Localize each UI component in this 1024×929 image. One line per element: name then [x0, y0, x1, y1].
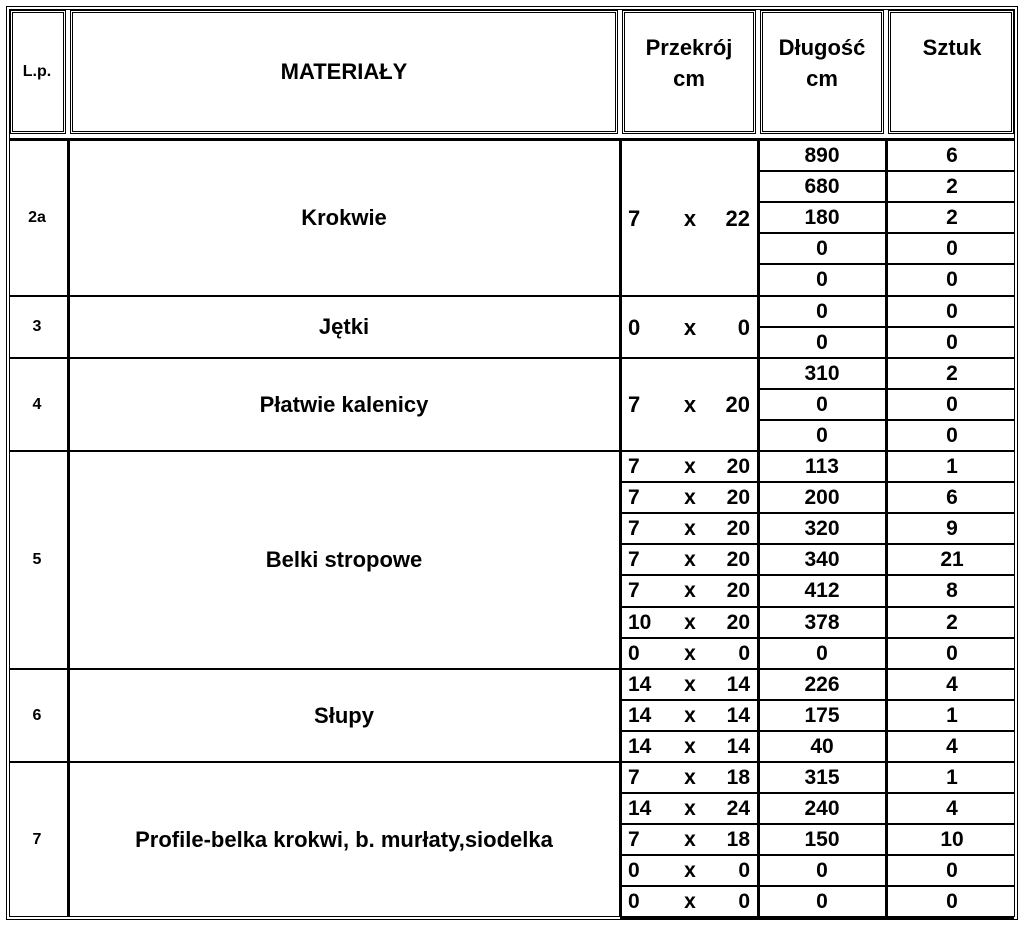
count-cell: 0 [946, 890, 958, 914]
count-cell: 4 [946, 797, 958, 821]
count-cell: 0 [946, 392, 958, 416]
length-cell: 0 [816, 859, 828, 883]
section-a: 7 [628, 579, 640, 603]
section-x: x [683, 392, 697, 418]
length-cell: 0 [816, 641, 828, 665]
lp-cell: 7 [32, 831, 42, 849]
material-name: Jętki [318, 314, 370, 340]
count-cell: 1 [946, 703, 958, 727]
section-x: x [684, 455, 696, 478]
section-merged [620, 140, 758, 296]
count-cell: 0 [946, 423, 958, 447]
section-x: x [684, 641, 696, 665]
lp-cell: 2a [28, 209, 46, 227]
count-cell: 0 [946, 641, 958, 665]
length-cell: 175 [804, 703, 840, 727]
section-a: 7 [628, 455, 640, 478]
count-cell: 8 [946, 579, 958, 603]
lp-cell: 6 [32, 706, 42, 724]
section-x: x [684, 734, 696, 758]
section-a: 0 [628, 859, 640, 883]
length-cell: 320 [804, 517, 840, 541]
section-b: 14 [726, 703, 750, 727]
length-cell: 0 [816, 392, 828, 416]
length-cell: 113 [805, 455, 839, 478]
count-cell: 9 [946, 517, 958, 541]
section-b: 20 [726, 455, 750, 478]
count-cell: 6 [946, 144, 958, 167]
length-cell: 412 [804, 579, 840, 603]
length-cell: 180 [804, 206, 840, 230]
section-x: x [684, 486, 696, 510]
table-row [620, 669, 1018, 700]
section-x: x [684, 859, 696, 883]
section-b: 18 [726, 828, 750, 852]
table-row [620, 700, 1018, 731]
section-x: x [684, 610, 696, 634]
section-a: 7 [628, 392, 641, 418]
section-a: 7 [628, 517, 640, 541]
section-a: 7 [628, 205, 641, 231]
count-cell: 6 [946, 486, 958, 510]
length-cell: 240 [804, 797, 840, 821]
header-length [758, 32, 886, 94]
table-row [620, 824, 1018, 855]
table-row [620, 793, 1018, 824]
table-row [620, 762, 1018, 793]
lp-cell: 5 [32, 551, 42, 569]
count-cell: 0 [946, 299, 958, 323]
table-row [620, 513, 1018, 544]
section-a: 14 [628, 734, 652, 758]
count-cell: 2 [946, 610, 958, 634]
header-section-line2: cm [673, 66, 705, 91]
section-b: 20 [726, 579, 750, 603]
table-row [620, 731, 1018, 762]
section-a: 7 [628, 766, 640, 789]
section-b: 20 [726, 610, 750, 634]
length-cell: 340 [804, 548, 840, 572]
header-count: Sztuk [922, 35, 982, 60]
material-name: Słupy [314, 702, 374, 728]
section-b: 14 [726, 672, 750, 696]
section-b: 22 [725, 205, 750, 231]
material-name: Płatwie kalenicy [259, 391, 429, 417]
section-b: 20 [726, 548, 750, 572]
section-x: x [684, 548, 696, 572]
table-row [620, 855, 1018, 886]
length-cell: 890 [804, 144, 840, 167]
count-cell: 21 [940, 548, 964, 572]
length-cell: 378 [804, 610, 840, 634]
length-cell: 150 [804, 828, 840, 852]
table-row [620, 482, 1018, 513]
table-row [620, 886, 1018, 917]
section-x: x [684, 890, 696, 914]
count-cell: 2 [946, 206, 958, 230]
header-section-line1: Przekrój [645, 35, 733, 60]
count-cell: 1 [946, 455, 958, 478]
section-x: x [684, 828, 696, 852]
count-cell: 0 [946, 859, 958, 883]
section-b: 20 [726, 517, 750, 541]
section-b: 0 [738, 859, 750, 883]
section-b: 20 [725, 392, 750, 418]
table-row [620, 544, 1018, 575]
section-b: 14 [726, 734, 750, 758]
material-name: Krokwie [301, 205, 387, 231]
header-materials: MATERIAŁY [280, 58, 408, 84]
count-cell: 10 [940, 828, 964, 852]
length-cell: 200 [804, 486, 840, 510]
length-cell: 0 [816, 237, 828, 261]
section-a: 10 [628, 610, 652, 634]
count-cell: 2 [946, 175, 958, 199]
count-cell: 0 [946, 268, 958, 292]
section-a: 14 [628, 672, 652, 696]
section-a: 0 [628, 641, 640, 665]
material-name: Belki stropowe [265, 547, 423, 573]
section-a: 14 [628, 703, 652, 727]
header-cell-count [888, 10, 1014, 134]
length-cell: 0 [816, 299, 828, 323]
material-name: Profile-belka krokwi, b. murłaty,siodelka [135, 827, 553, 853]
length-cell: 0 [816, 268, 828, 292]
header-length-line2: cm [806, 66, 838, 91]
length-cell: 0 [816, 330, 828, 354]
length-cell: 40 [810, 734, 834, 758]
table-row [620, 607, 1018, 638]
length-cell: 226 [804, 672, 840, 696]
section-x: x [684, 517, 696, 541]
section-a: 7 [628, 486, 640, 510]
table-row [620, 575, 1018, 606]
lp-cell: 4 [32, 395, 42, 413]
section-a: 0 [628, 314, 641, 340]
section-a: 7 [628, 548, 640, 572]
section-b: 0 [738, 890, 750, 914]
section-b: 24 [726, 797, 750, 821]
section-a: 0 [628, 890, 640, 914]
section-b: 0 [738, 641, 750, 665]
section-merged [620, 358, 758, 451]
section-x: x [684, 703, 696, 727]
section-b: 20 [726, 486, 750, 510]
section-a: 7 [628, 828, 640, 852]
section-x: x [684, 797, 696, 821]
section-x: x [683, 205, 697, 231]
section-a: 14 [628, 797, 652, 821]
section-x: x [683, 314, 697, 340]
table-row [620, 451, 1018, 482]
section-x: x [684, 579, 696, 603]
section-x: x [684, 672, 696, 696]
length-cell: 680 [804, 175, 840, 199]
lp-cell: 3 [32, 318, 42, 336]
count-cell: 4 [946, 672, 958, 696]
section-x: x [684, 766, 696, 789]
count-cell: 0 [946, 237, 958, 261]
section-b: 18 [726, 766, 750, 789]
header-length-line1: Długość [778, 35, 866, 60]
count-cell: 2 [946, 361, 958, 385]
table-row [620, 638, 1018, 669]
header-lp: L.p. [22, 62, 52, 80]
count-cell: 4 [946, 734, 958, 758]
count-cell: 1 [946, 766, 958, 789]
length-cell: 315 [804, 766, 840, 789]
length-cell: 310 [804, 361, 840, 385]
count-cell: 0 [946, 330, 958, 354]
header-section [620, 32, 758, 94]
length-cell: 0 [816, 423, 828, 447]
length-cell: 0 [816, 890, 828, 914]
section-b: 0 [737, 314, 750, 340]
section-merged [620, 296, 758, 358]
